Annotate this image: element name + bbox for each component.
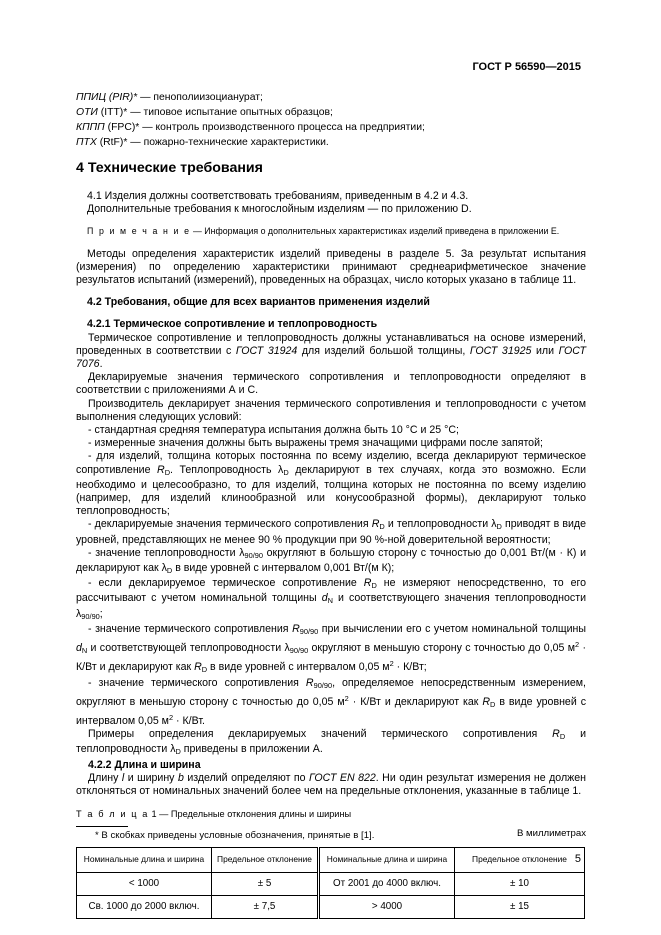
table-cell: < 1000: [77, 872, 212, 895]
gost-reference: ГОСТ 31924: [235, 344, 298, 357]
page-number: 5: [574, 853, 581, 865]
table-caption: Т а б л и ц а 1 — Предельные отклонения длины и ширины: [76, 809, 352, 820]
table-header-row: [77, 847, 585, 872]
abbreviation-definition: — пенополиизоцианурат;: [137, 92, 263, 103]
table-header-cell: Номинальные длина и ширина: [77, 847, 212, 872]
subsection-4-2-1-title: 4.2.1 Термическое сопротивление и теплопроводность: [87, 318, 378, 331]
subsection-4-2-title: 4.2 Требования, общие для всех вариантов применения изделий: [87, 296, 430, 309]
list-item: - значение термического сопротивления $R_{90/90}$ при вычислении его с учетом номинальной толщины $d_N$ и соответствующей теплопроводности $\lambda_{90/90}$ округляют в меньшую сторону с точностью до 0,05 $м^2 \cdot К/Вт$ и декларируют как $R_D$ в виде уровней с интервалом 0,05 $м^2 \cdot К/Вт$;: [76, 622, 586, 675]
gost-reference: ГОСТ EN 822: [309, 771, 376, 784]
abbreviation-list: [76, 90, 586, 150]
abbreviation-term: ППИЦ (PIR)*: [76, 92, 138, 103]
list-item: - значение термического сопротивления $R_{90/90}$, определяемое непосредственным измерением, округляют в меньшую сторону с точностью до 0,05 $м^2 \cdot К/Вт$ и декларируют как $R_D$ в виде уровней с интервалом 0,05 $м^2 \cdot К/Вт$.: [76, 676, 586, 727]
footnote: * В скобках приведены условные обозначения, принятые в [1].: [95, 830, 375, 841]
paragraph-declared-values: Декларируемые значения термического сопротивления и теплопроводности определяют в соответствии с приложениями А и С.: [76, 371, 586, 397]
document-header: ГОСТ Р 56590—2015: [472, 61, 581, 73]
gost-reference: ГОСТ 31925: [469, 344, 532, 357]
abbreviation-definition: — типовое испытание опытных образцов;: [127, 107, 333, 118]
paragraph-examples: Примеры определения декларируемых значений термического сопротивления $R_D$ и теплопроводности $\lambda_D$ приведены в приложении А.: [76, 728, 586, 757]
table-cell: ± 15: [455, 895, 585, 918]
table-header-cell: Номинальные длина и ширина: [319, 847, 455, 872]
footnote-separator: [76, 826, 128, 827]
deviation-table: [76, 847, 585, 919]
abbreviation-definition: — пожарно-технические характеристики.: [127, 137, 329, 148]
note-text: — Информация о дополнительных характеристиках изделий приведена в приложении Е.: [190, 226, 560, 237]
list-item: - для изделий, толщина которых постоянна по всему изделию, всегда декларируют термическое сопротивление $R_D$. Теплопроводность $\lambda_D$ декларируют в тех случаях, когда это возможно. Если необходимо и целесообразно, то для изделий, толщина которых не постоянна по всему изделию (например, для изделий клинообразной или конусообразной формы), декларируют только теплопроводность;: [76, 450, 586, 518]
paragraph-conditions: Производитель декларирует значения термического сопротивления и теплопроводности с учетом выполнения следующих условий:: [76, 397, 586, 423]
table-header-cell: Предельное отклонение: [212, 847, 319, 872]
abbreviation-term: ПТХ: [76, 137, 97, 148]
abbreviation-term: КППП: [76, 122, 105, 133]
clause-4-1-additional: Дополнительные требования к многослойным изделиям — по приложению D.: [87, 203, 472, 216]
abbreviation-item: ОТИ (ITT)* — типовое испытание опытных образцов;: [76, 107, 333, 118]
abbreviation-term: ОТИ: [76, 107, 98, 118]
abbreviation-item: ПТХ (RtF)* — пожарно-технические характеристики.: [76, 137, 329, 148]
table-header-cell: Предельное отклонение: [455, 847, 585, 872]
table-row: [77, 895, 585, 918]
section-4-title: 4 Технические требования: [76, 160, 263, 176]
subsection-4-2-2-title: 4.2.2 Длина и ширина: [88, 758, 201, 771]
abbreviation-item: КППП (FPC)* — контроль производственного процесса на предприятии;: [76, 122, 425, 133]
table-row: [77, 872, 585, 895]
abbreviation-item: [76, 90, 586, 105]
list-item: - декларируемые значения термического сопротивления $R_D$ и теплопроводности $\lambda_D$ приводят в виде уровней, представляющих не менее 90 % продукции при 90 %-ной доверительной вероятности;: [76, 518, 587, 546]
list-item: - если декларируемое термическое сопротивление $R_D$ не измеряют непосредственно, то его рассчитывают с учетом номинальной толщины $d_N$ и соответствующего значения теплопроводности $\lambda_{90/90}$;: [76, 577, 586, 621]
paragraph-length-width: Длину l и ширину b изделий определяют по ГОСТ EN 822. Ни один результат измерения не должен отклоняться от номинальных значений более чем на предельные отклонения, указанные в таблице 1.: [76, 771, 586, 797]
table-units: В миллиметрах: [516, 828, 586, 840]
table-cell: > 4000: [319, 895, 455, 918]
list-item: - измеренные значения должны быть выражены тремя значащими цифрами после запятой;: [88, 437, 543, 450]
note-label: П р и м е ч а н и е: [87, 226, 191, 237]
paragraph-measurement-basis: Термическое сопротивление и теплопроводность должны устанавливаться на основе измерений, проведенных в соответствии с ГОСТ 31924 для изделий большой толщины, ГОСТ 31925 или ГОСТ 7076.: [76, 331, 586, 371]
abbreviation-definition: — контроль производственного процесса на предприятии;: [139, 122, 425, 133]
gost-reference: ГОСТ 7076: [76, 344, 586, 371]
list-item: - значение теплопроводности $\lambda_{90/90}$ округляют в большую сторону с точностью до 0,001 Вт/(м · К) и декларируют как $\lambda_D$ в виде уровней с интервалом 0,001 Вт/(м К);: [76, 546, 586, 576]
list-item: - стандартная средняя температура испытания должна быть 10 °С и 25 °С;: [88, 424, 459, 437]
table-cell: Св. 1000 до 2000 включ.: [77, 895, 212, 918]
note: [76, 225, 586, 238]
clause-4-1: 4.1 Изделия должны соответствовать требованиям, приведенным в 4.2 и 4.3.: [87, 190, 469, 202]
table-cell: От 2001 до 4000 включ.: [319, 872, 455, 895]
table-cell: ± 10: [455, 872, 585, 895]
methods-paragraph: Методы определения характеристик изделий приведены в разделе 5. За результат испытания (измерения) по определению характеристики принимают среднеарифметическое значение результатов испытаний (измерений), проведенных на образцах, число которых указано в таблице 11.: [76, 247, 586, 287]
table-cell: ± 5: [212, 872, 319, 895]
main-content: [76, 160, 586, 919]
table-cell: ± 7,5: [212, 895, 319, 918]
